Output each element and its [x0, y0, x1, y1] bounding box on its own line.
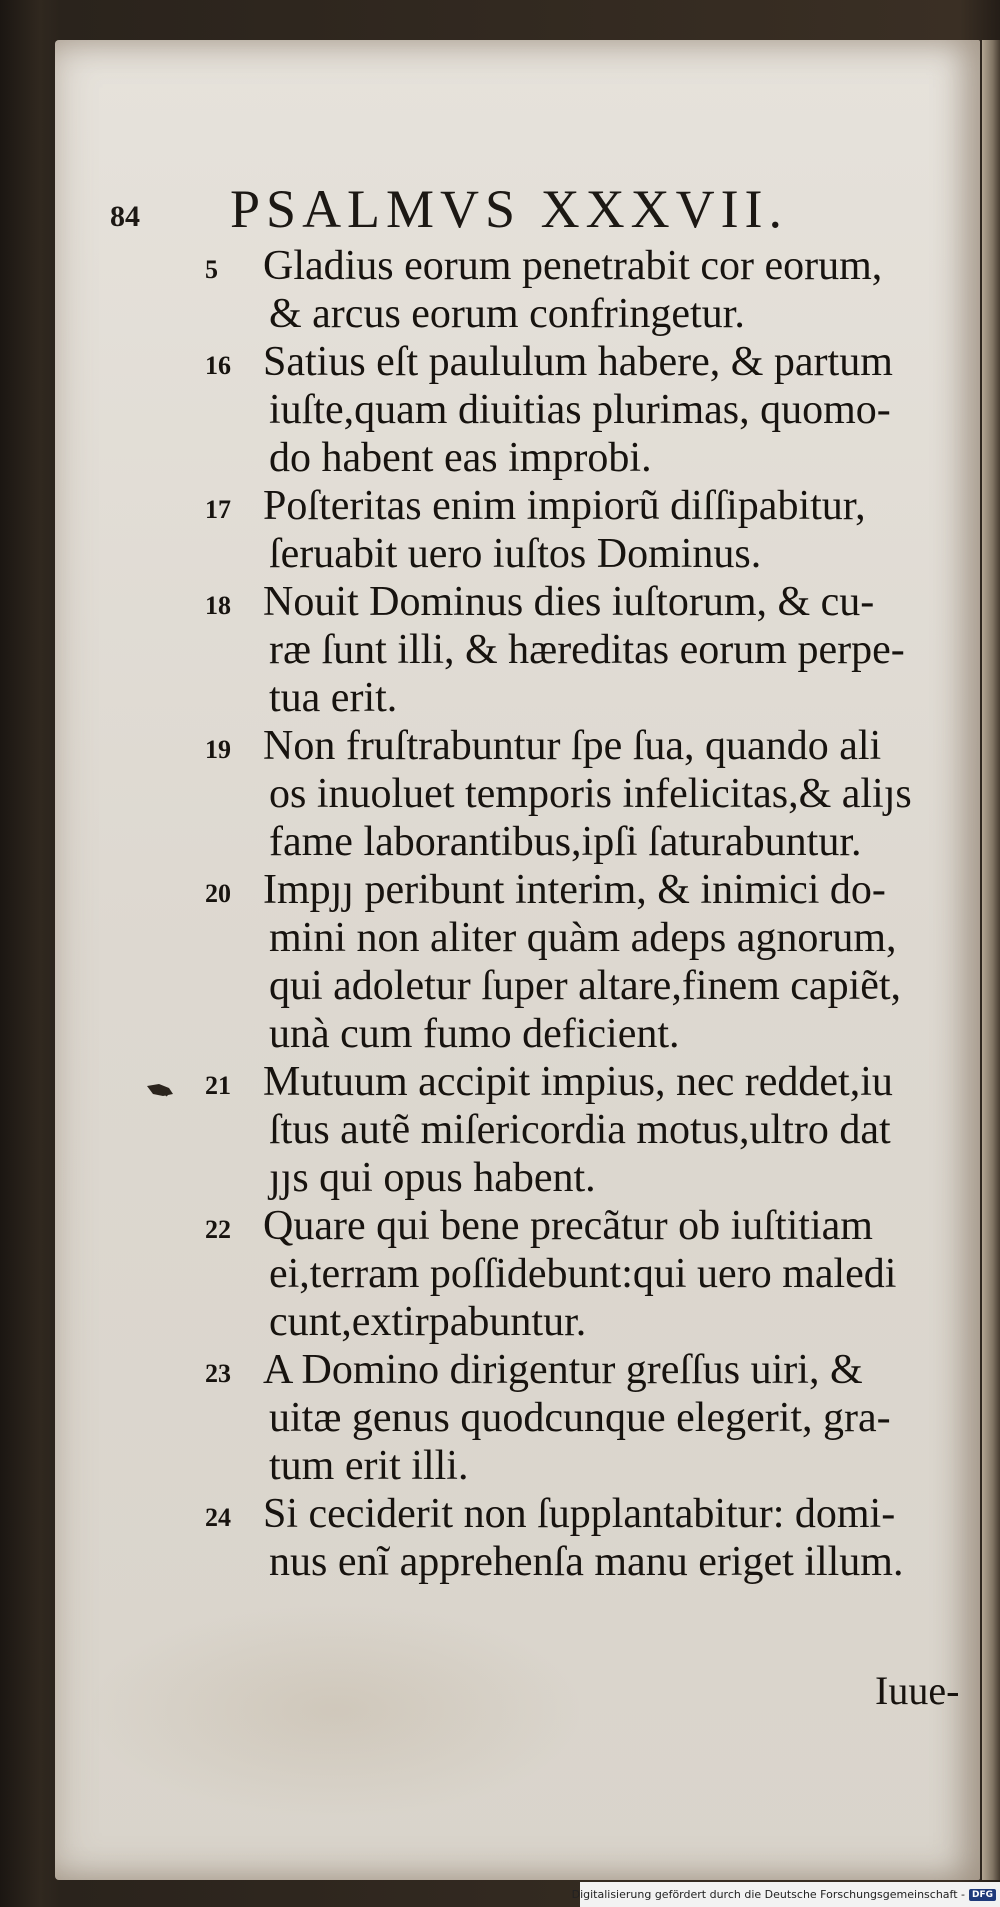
verse-line: fame laborantibus,ipſi ſaturabuntur. — [269, 819, 862, 865]
verse-line: do habent eas improbi. — [269, 435, 652, 481]
verse-list — [205, 242, 1000, 1586]
verse-line: os inuoluet temporis infelicitas,& aliȷs — [269, 771, 912, 817]
running-head — [230, 178, 950, 238]
verse-line: iuſte,quam diuitias plurimas, quomo- — [269, 387, 891, 433]
verse — [205, 482, 1000, 578]
dfg-logo: DFG — [969, 1889, 996, 1901]
verse-number: 24 — [205, 1503, 231, 1532]
manicule-icon — [145, 1078, 175, 1100]
verse-line: Si ceciderit non ſupplantabitur: domi- — [263, 1491, 896, 1537]
verse — [205, 1346, 1000, 1490]
verse-line: A Domino dirigentur greſſus uiri, & — [263, 1347, 863, 1393]
verse-line: ei,terram poſſidebunt:qui uero maledi — [269, 1251, 897, 1297]
verse-line: unà cum fumo deficient. — [269, 1011, 680, 1057]
verse-number: 22 — [205, 1215, 231, 1244]
verse-number: 20 — [205, 879, 231, 908]
paper-stain — [85, 1600, 585, 1820]
verse — [205, 338, 1000, 482]
verse-number: 17 — [205, 495, 231, 524]
verse — [205, 722, 1000, 866]
verse-number: 21 — [205, 1071, 231, 1100]
verse-line: Satius eſt paululum habere, & partum — [263, 339, 893, 385]
verse-line: Impȷȷ peribunt interim, & inimici do- — [263, 867, 886, 913]
verse-line: ȷȷs qui opus habent. — [269, 1155, 596, 1201]
book-page — [55, 40, 980, 1880]
verse-line: mini non aliter quàm adeps agnorum, — [269, 915, 897, 961]
page-number: 84 — [110, 200, 140, 233]
verse-line: tua erit. — [269, 675, 398, 721]
verse-line: ſeruabit uero iuſtos Dominus. — [269, 531, 762, 577]
verse — [205, 1202, 1000, 1346]
verse-number: 16 — [205, 351, 231, 380]
digitization-footer — [571, 1882, 1000, 1907]
verse-line: Mutuum accipit impius, nec reddet,iu — [263, 1059, 893, 1105]
verse-line: cunt,extirpabuntur. — [269, 1299, 587, 1345]
verse-number: 19 — [205, 735, 231, 764]
footer-credit: Digitalisierung gefördert durch die Deutsche Forschungsgemeinschaft - — [571, 1888, 965, 1901]
verse-line: & arcus eorum confringetur. — [269, 291, 745, 337]
verse-line: Nouit Dominus dies iuſtorum, & cu- — [263, 579, 875, 625]
verse-number: 5 — [205, 255, 218, 284]
verse-line: qui adoletur ſuper altare,finem capiẽt, — [269, 963, 902, 1009]
verse-line: ſtus autẽ miſericordia motus,ultro dat — [269, 1107, 891, 1153]
verse-line: nus enĩ apprehenſa manu eriget illum. — [269, 1539, 904, 1585]
verse-line: uitæ genus quodcunque elegerit, gra- — [269, 1395, 891, 1441]
verse-line: Gladius eorum penetrabit cor eorum, — [263, 243, 883, 289]
verse — [205, 1490, 1000, 1586]
verse-number: 23 — [205, 1359, 231, 1388]
psalm-title: PSALMVS XXXVII. — [230, 179, 789, 239]
verse — [205, 578, 1000, 722]
verse-line: Poſteritas enim impiorũ diſſipabitur, — [263, 483, 866, 529]
verse-number: 18 — [205, 591, 231, 620]
verse — [205, 1058, 1000, 1202]
verse-line: Non fruſtrabuntur ſpe ſua, quando ali — [263, 723, 882, 769]
catchword: Iuue- — [875, 1668, 960, 1713]
verse-line: Quare qui bene precãtur ob iuſtitiam — [263, 1203, 873, 1249]
verse — [205, 242, 1000, 338]
verse — [205, 866, 1000, 1058]
verse-line: tum erit illi. — [269, 1443, 469, 1489]
verse-line: ræ ſunt illi, & hæreditas eorum perpe- — [269, 627, 905, 673]
